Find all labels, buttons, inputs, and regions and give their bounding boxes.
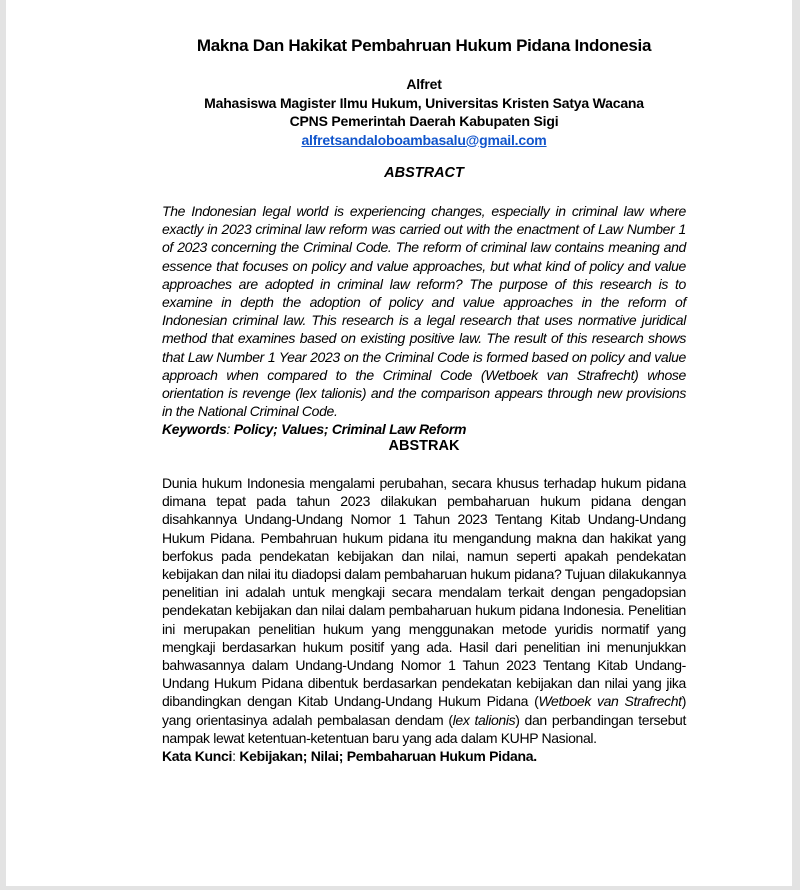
abstract-id-italic-lex-talionis: lex talionis — [452, 711, 516, 728]
abstract-id-body — [162, 474, 686, 747]
abstract-id — [162, 474, 686, 765]
keywords-en-label: Keywords — [162, 421, 227, 438]
abstract-en — [162, 202, 686, 439]
author-block — [162, 75, 686, 149]
author-affiliation-government: CPNS Pemerintah Daerah Kabupaten Sigi — [289, 113, 559, 129]
paper-title: Makna Dan Hakikat Pembahruan Hukum Pidana Indonesia — [196, 36, 652, 55]
abstract-heading-id: ABSTRAK — [388, 438, 460, 454]
abstract-id-body-part-2: ) yang orientasinya adalah pembalasan dendam ( — [162, 693, 686, 728]
abstract-en-body: The Indonesian legal world is experiencing changes, especially in criminal law where exactly in 2023 criminal law reform was carried out with the enactment of Law Number 1 of 2023 concerning the Criminal Code. The reform of criminal law contains meaning and essence that focuses on policy and value approaches, but what kind of policy and value approaches are adopted in criminal law reform? The purpose of this research is to examine in depth the adoption of policy and value approaches in the reform of Indonesian criminal law. This research is a legal research that uses normative juridical method that examines based on existing positive law. The result of this research shows that Law Number 1 Year 2023 on the Criminal Code is formed based on policy and value approach when compared to the Criminal Code (Wetboek van Strafrecht) whose orientation is revenge (lex talionis) and the comparison appears through new provisions in the National Criminal Code. — [162, 203, 686, 420]
author-affiliation-university: Mahasiswa Magister Ilmu Hukum, Universitas Kristen Satya Wacana — [204, 94, 644, 111]
keywords-en-list: Policy; Values; Criminal Law Reform — [233, 421, 467, 438]
keywords-id-list: Kebijakan; Nilai; Pembaharuan Hukum Pidana. — [239, 748, 537, 765]
keywords-en-separator: : — [226, 421, 234, 438]
keywords-id-separator: : — [232, 748, 240, 765]
keywords-id-label: Kata Kunci — [162, 748, 233, 765]
abstract-id-body-part-1: Dunia hukum Indonesia mengalami perubahan, secara khusus terhadap hukum pidana dimana tepat pada tahun 2023 dilakukan pembaharuan hukum pidana dengan disahkannya Undang-Undang Nomor 1 Tahun 2023 Tentang Kitab Undang-Undang Hukum Pidana. Pembahruan hukum pidana itu mengandung makna dan hakikat yang berfokus pada pendekatan kebijakan dan nilai, namun seperti apakah pendekatan kebijakan dan nilai itu diadopsi dalam pembaharuan hukum pidana? Tujuan dilakukannya penelitian ini adalah untuk mengkaji secara mendalam terkait dengan pengadopsian pendekatan kebijakan dan nilai dalam pembaharuan hukum pidana Indonesia. Penelitian ini merupakan penelitian hukum yang menggunakan metode yuridis normatif yang mengkaji berdasarkan hukum positif yang ada. Hasil dari penelitian ini menunjukkan bahwasannya dalam Undang-Undang Nomor 1 Tahun 2023 Tentang Kitab Undang-Undang Hukum Pidana dibentuk berdasarkan pendekatan kebijakan dan nilai yang jika dibandingkan dengan Kitab Undang-Undang Hukum Pidana ( — [162, 475, 686, 710]
document-page — [6, 0, 792, 886]
abstract-id-italic-wetboek: Wetboek van Strafrecht — [538, 693, 682, 710]
keywords-en — [162, 420, 686, 438]
viewer-background-strip — [0, 886, 800, 890]
author-name: Alfret — [406, 76, 442, 92]
abstract-heading-en: ABSTRACT — [384, 165, 464, 181]
keywords-id — [162, 747, 686, 765]
author-email-link[interactable]: alfretsandaloboambasalu@gmail.com — [301, 131, 547, 148]
abstract-id-body-part-3: ) dan perbandingan tersebut nampak lewat ketentuan-ketentuan baru yang ada dalam KUHP Nasional. — [162, 711, 687, 746]
